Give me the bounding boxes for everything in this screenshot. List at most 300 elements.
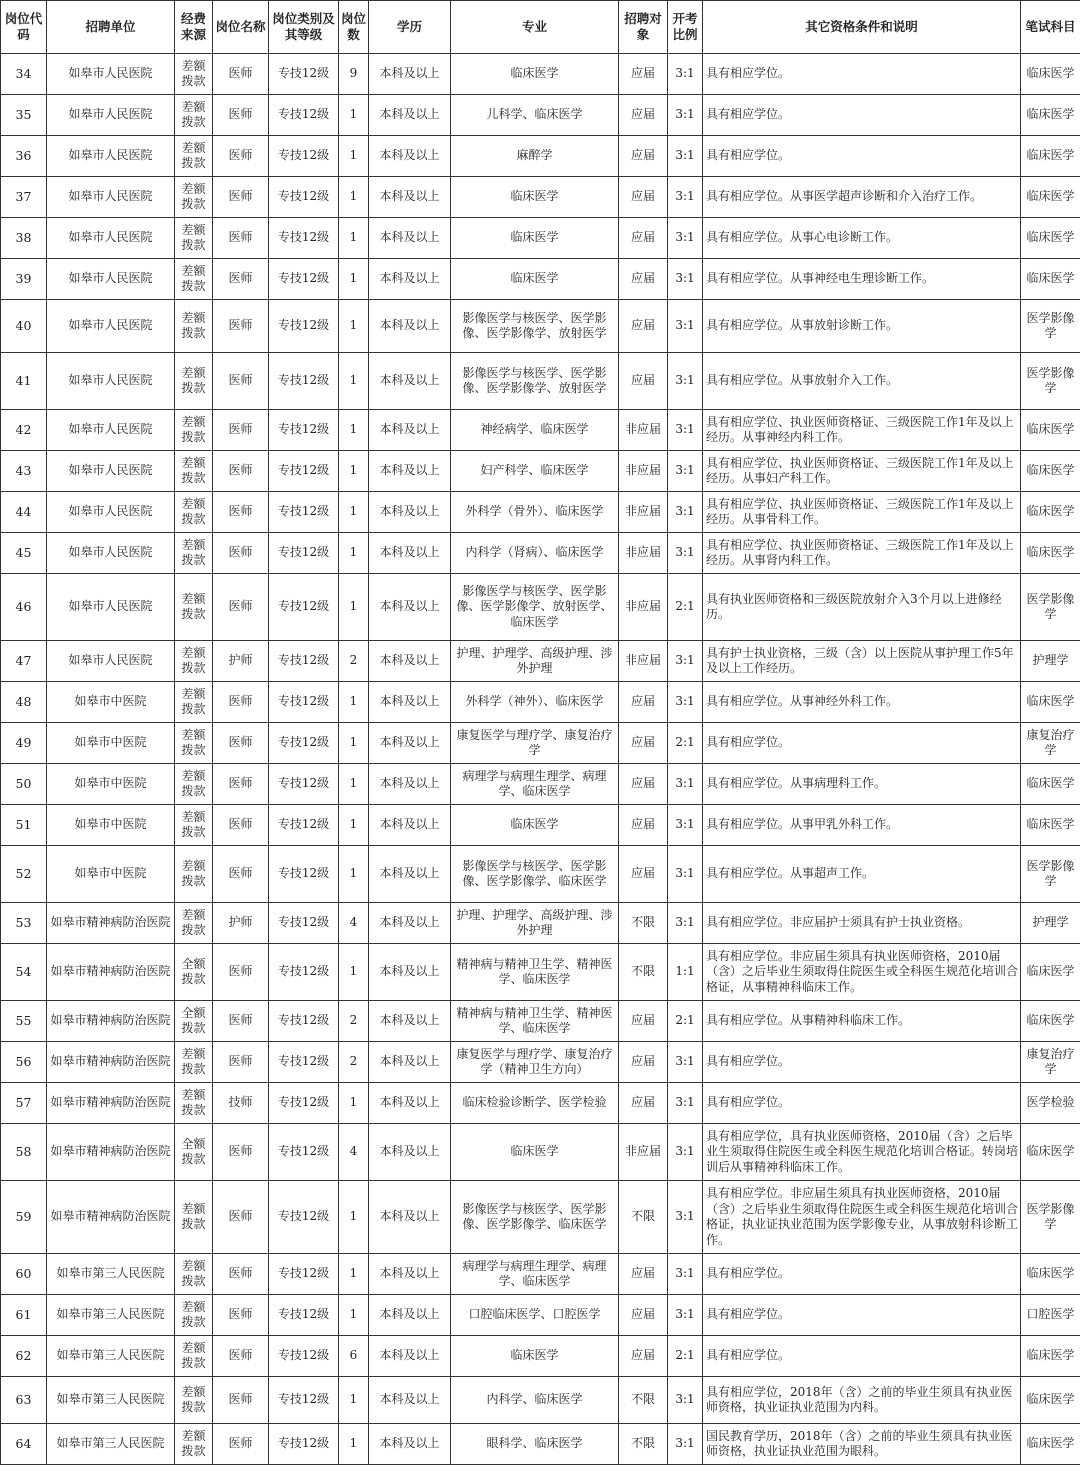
cell-exam-subject: 临床医学 — [1021, 492, 1080, 533]
cell-employer: 如皋市精神病防治医院 — [47, 1181, 175, 1254]
cell-education: 本科及以上 — [369, 1336, 451, 1377]
cell-post-category: 专技12级 — [269, 641, 339, 682]
cell-employer: 如皋市人民医院 — [47, 54, 175, 95]
table-row — [1, 805, 1080, 846]
cell-exam-subject: 康复治疗学 — [1021, 1042, 1080, 1083]
cell-employer: 如皋市精神病防治医院 — [47, 944, 175, 1001]
cell-exam-subject: 临床医学 — [1021, 218, 1080, 259]
cell-ratio: 3:1 — [668, 1295, 703, 1336]
cell-employer: 如皋市人民医院 — [47, 574, 175, 641]
cell-post-count: 1 — [339, 353, 369, 410]
cell-major: 儿科学、临床医学 — [451, 95, 619, 136]
cell-target: 应届 — [619, 95, 668, 136]
cell-conditions: 具有相应学位。从事医学超声诊断和介入治疗工作。 — [703, 177, 1021, 218]
cell-ratio: 3:1 — [668, 410, 703, 451]
cell-post-count: 4 — [339, 903, 369, 944]
cell-target: 应届 — [619, 1254, 668, 1295]
table-row — [1, 641, 1080, 682]
cell-employer: 如皋市人民医院 — [47, 641, 175, 682]
cell-major: 影像医学与核医学、医学影像、医学影像学、临床医学 — [451, 1181, 619, 1254]
cell-major: 护理、护理学、高级护理、涉外护理 — [451, 903, 619, 944]
cell-education: 本科及以上 — [369, 1254, 451, 1295]
cell-exam-subject: 临床医学 — [1021, 410, 1080, 451]
cell-exam-subject: 临床医学 — [1021, 1254, 1080, 1295]
header-post-category: 岗位类别及其等级 — [269, 1, 339, 54]
cell-employer: 如皋市中医院 — [47, 805, 175, 846]
table-row — [1, 218, 1080, 259]
cell-conditions: 具有相应学位、执业医师资格证、三级医院工作1年及以上经历。从事肾内科工作。 — [703, 533, 1021, 574]
cell-education: 本科及以上 — [369, 54, 451, 95]
cell-target: 应届 — [619, 764, 668, 805]
cell-exam-subject: 临床医学 — [1021, 95, 1080, 136]
cell-post-count: 1 — [339, 1295, 369, 1336]
table-row — [1, 574, 1080, 641]
cell-post-count: 4 — [339, 1124, 369, 1181]
cell-target: 不限 — [619, 1424, 668, 1465]
cell-post-code: 62 — [1, 1336, 47, 1377]
cell-target: 应届 — [619, 723, 668, 764]
cell-exam-subject: 临床医学 — [1021, 1001, 1080, 1042]
cell-target: 应届 — [619, 259, 668, 300]
cell-post-name: 护师 — [213, 641, 269, 682]
cell-post-category: 专技12级 — [269, 1083, 339, 1124]
cell-employer: 如皋市人民医院 — [47, 353, 175, 410]
cell-exam-subject: 临床医学 — [1021, 259, 1080, 300]
cell-post-code: 57 — [1, 1083, 47, 1124]
cell-employer: 如皋市中医院 — [47, 723, 175, 764]
cell-major: 临床检验诊断学、医学检验 — [451, 1083, 619, 1124]
cell-education: 本科及以上 — [369, 846, 451, 903]
cell-post-name: 医师 — [213, 533, 269, 574]
cell-post-code: 56 — [1, 1042, 47, 1083]
cell-post-count: 1 — [339, 218, 369, 259]
cell-major: 康复医学与理疗学、康复治疗学（精神卫生方向） — [451, 1042, 619, 1083]
table-row — [1, 1377, 1080, 1424]
cell-major: 精神病与精神卫生学、精神医学、临床医学 — [451, 1001, 619, 1042]
cell-employer: 如皋市第三人民医院 — [47, 1295, 175, 1336]
cell-exam-subject: 临床医学 — [1021, 533, 1080, 574]
cell-target: 非应届 — [619, 451, 668, 492]
cell-post-category: 专技12级 — [269, 300, 339, 353]
cell-major: 临床医学 — [451, 805, 619, 846]
cell-post-code: 43 — [1, 451, 47, 492]
cell-post-count: 1 — [339, 533, 369, 574]
cell-funding: 差额拨款 — [175, 723, 213, 764]
cell-ratio: 2:1 — [668, 1336, 703, 1377]
cell-post-category: 专技12级 — [269, 944, 339, 1001]
cell-target: 应届 — [619, 54, 668, 95]
cell-major: 口腔临床医学、口腔医学 — [451, 1295, 619, 1336]
cell-post-code: 34 — [1, 54, 47, 95]
cell-major: 影像医学与核医学、医学影像、医学影像学、放射医学、临床医学 — [451, 574, 619, 641]
cell-post-count: 2 — [339, 1042, 369, 1083]
cell-post-code: 58 — [1, 1124, 47, 1181]
cell-ratio: 1:1 — [668, 944, 703, 1001]
cell-post-name: 技师 — [213, 1083, 269, 1124]
cell-target: 应届 — [619, 136, 668, 177]
cell-conditions: 具有相应学位。 — [703, 1083, 1021, 1124]
cell-target: 不限 — [619, 1181, 668, 1254]
cell-target: 非应届 — [619, 410, 668, 451]
cell-conditions: 具有相应学位，2018年（含）之前的毕业生须具有执业医师资格，执业证执业范围为内科。 — [703, 1377, 1021, 1424]
cell-post-category: 专技12级 — [269, 259, 339, 300]
cell-conditions: 具有相应学位，具有执业医师资格，2010届（含）之后毕业生须取得住院医生或全科医生规范化培训合格证。转岗培训后从事精神科临床工作。 — [703, 1124, 1021, 1181]
cell-education: 本科及以上 — [369, 805, 451, 846]
cell-post-category: 专技12级 — [269, 805, 339, 846]
cell-funding: 差额拨款 — [175, 682, 213, 723]
cell-ratio: 3:1 — [668, 533, 703, 574]
cell-post-count: 1 — [339, 574, 369, 641]
header-target: 招聘对象 — [619, 1, 668, 54]
cell-post-category: 专技12级 — [269, 136, 339, 177]
cell-post-name: 医师 — [213, 259, 269, 300]
cell-post-category: 专技12级 — [269, 1254, 339, 1295]
cell-ratio: 3:1 — [668, 1181, 703, 1254]
cell-major: 临床医学 — [451, 1336, 619, 1377]
cell-target: 应届 — [619, 1042, 668, 1083]
cell-post-name: 医师 — [213, 300, 269, 353]
cell-post-name: 护师 — [213, 903, 269, 944]
cell-employer: 如皋市精神病防治医院 — [47, 903, 175, 944]
table-row — [1, 1254, 1080, 1295]
cell-post-category: 专技12级 — [269, 1042, 339, 1083]
cell-post-code: 55 — [1, 1001, 47, 1042]
header-funding: 经费来源 — [175, 1, 213, 54]
cell-exam-subject: 临床医学 — [1021, 1124, 1080, 1181]
cell-employer: 如皋市精神病防治医院 — [47, 1042, 175, 1083]
header-education: 学历 — [369, 1, 451, 54]
cell-post-code: 52 — [1, 846, 47, 903]
cell-post-category: 专技12级 — [269, 903, 339, 944]
cell-post-code: 50 — [1, 764, 47, 805]
cell-education: 本科及以上 — [369, 218, 451, 259]
cell-exam-subject: 临床医学 — [1021, 1424, 1080, 1465]
cell-funding: 差额拨款 — [175, 805, 213, 846]
cell-post-name: 医师 — [213, 492, 269, 533]
cell-funding: 差额拨款 — [175, 1181, 213, 1254]
cell-post-count: 9 — [339, 54, 369, 95]
cell-exam-subject: 医学影像学 — [1021, 300, 1080, 353]
cell-post-count: 1 — [339, 846, 369, 903]
cell-ratio: 3:1 — [668, 492, 703, 533]
cell-education: 本科及以上 — [369, 641, 451, 682]
cell-target: 不限 — [619, 1377, 668, 1424]
cell-target: 非应届 — [619, 492, 668, 533]
cell-major: 外科学（骨外）、临床医学 — [451, 492, 619, 533]
cell-major: 妇产科学、临床医学 — [451, 451, 619, 492]
cell-ratio: 3:1 — [668, 641, 703, 682]
cell-education: 本科及以上 — [369, 451, 451, 492]
cell-major: 临床医学 — [451, 1124, 619, 1181]
cell-ratio: 3:1 — [668, 805, 703, 846]
cell-post-count: 1 — [339, 805, 369, 846]
cell-target: 非应届 — [619, 574, 668, 641]
cell-employer: 如皋市精神病防治医院 — [47, 1083, 175, 1124]
cell-post-name: 医师 — [213, 1377, 269, 1424]
cell-funding: 全额拨款 — [175, 1124, 213, 1181]
cell-post-category: 专技12级 — [269, 1377, 339, 1424]
cell-post-count: 1 — [339, 1424, 369, 1465]
cell-post-category: 专技12级 — [269, 218, 339, 259]
cell-funding: 差额拨款 — [175, 451, 213, 492]
cell-employer: 如皋市人民医院 — [47, 95, 175, 136]
cell-post-category: 专技12级 — [269, 533, 339, 574]
table-row — [1, 903, 1080, 944]
table-row — [1, 492, 1080, 533]
table-row — [1, 300, 1080, 353]
cell-employer: 如皋市第三人民医院 — [47, 1254, 175, 1295]
cell-funding: 差额拨款 — [175, 1295, 213, 1336]
table-row — [1, 410, 1080, 451]
cell-target: 应届 — [619, 1336, 668, 1377]
cell-major: 康复医学与理疗学、康复治疗学 — [451, 723, 619, 764]
cell-employer: 如皋市中医院 — [47, 846, 175, 903]
cell-funding: 差额拨款 — [175, 177, 213, 218]
cell-exam-subject: 临床医学 — [1021, 682, 1080, 723]
cell-post-count: 1 — [339, 410, 369, 451]
cell-post-name: 医师 — [213, 353, 269, 410]
cell-education: 本科及以上 — [369, 1181, 451, 1254]
cell-post-name: 医师 — [213, 574, 269, 641]
cell-exam-subject: 医学影像学 — [1021, 846, 1080, 903]
cell-conditions: 具有相应学位。 — [703, 1042, 1021, 1083]
cell-post-code: 60 — [1, 1254, 47, 1295]
cell-post-code: 38 — [1, 218, 47, 259]
cell-post-count: 2 — [339, 641, 369, 682]
table-row — [1, 177, 1080, 218]
cell-ratio: 3:1 — [668, 353, 703, 410]
table-row — [1, 1336, 1080, 1377]
cell-major: 外科学（神外）、临床医学 — [451, 682, 619, 723]
cell-education: 本科及以上 — [369, 1124, 451, 1181]
cell-conditions: 国民教育学历，2018年（含）之前的毕业生须具有执业医师资格，执业证执业范围为眼科。 — [703, 1424, 1021, 1465]
cell-conditions: 具有相应学位。 — [703, 54, 1021, 95]
cell-post-code: 44 — [1, 492, 47, 533]
cell-ratio: 3:1 — [668, 95, 703, 136]
cell-funding: 差额拨款 — [175, 574, 213, 641]
cell-ratio: 3:1 — [668, 903, 703, 944]
cell-major: 临床医学 — [451, 177, 619, 218]
cell-major: 临床医学 — [451, 218, 619, 259]
cell-post-name: 医师 — [213, 1001, 269, 1042]
table-row — [1, 451, 1080, 492]
cell-exam-subject: 医学影像学 — [1021, 574, 1080, 641]
cell-target: 应届 — [619, 1083, 668, 1124]
cell-education: 本科及以上 — [369, 300, 451, 353]
cell-post-name: 医师 — [213, 177, 269, 218]
cell-education: 本科及以上 — [369, 177, 451, 218]
cell-employer: 如皋市中医院 — [47, 764, 175, 805]
cell-conditions: 具有相应学位。从事甲乳外科工作。 — [703, 805, 1021, 846]
cell-post-category: 专技12级 — [269, 54, 339, 95]
cell-ratio: 3:1 — [668, 451, 703, 492]
header-conditions: 其它资格条件和说明 — [703, 1, 1021, 54]
cell-target: 应届 — [619, 846, 668, 903]
cell-employer: 如皋市第三人民医院 — [47, 1377, 175, 1424]
cell-post-count: 1 — [339, 259, 369, 300]
cell-education: 本科及以上 — [369, 1377, 451, 1424]
cell-post-name: 医师 — [213, 764, 269, 805]
cell-funding: 差额拨款 — [175, 641, 213, 682]
cell-post-code: 59 — [1, 1181, 47, 1254]
cell-education: 本科及以上 — [369, 1424, 451, 1465]
cell-ratio: 2:1 — [668, 723, 703, 764]
cell-funding: 差额拨款 — [175, 218, 213, 259]
table-row — [1, 1295, 1080, 1336]
cell-conditions: 具有相应学位。非应届护士须具有护士执业资格。 — [703, 903, 1021, 944]
cell-post-count: 1 — [339, 492, 369, 533]
cell-conditions: 具有相应学位。从事神经电生理诊断工作。 — [703, 259, 1021, 300]
cell-ratio: 3:1 — [668, 259, 703, 300]
cell-post-code: 48 — [1, 682, 47, 723]
cell-education: 本科及以上 — [369, 944, 451, 1001]
cell-post-count: 1 — [339, 177, 369, 218]
cell-funding: 差额拨款 — [175, 1042, 213, 1083]
cell-exam-subject: 临床医学 — [1021, 1336, 1080, 1377]
cell-funding: 差额拨款 — [175, 136, 213, 177]
cell-major: 护理、护理学、高级护理、涉外护理 — [451, 641, 619, 682]
cell-post-category: 专技12级 — [269, 1295, 339, 1336]
cell-target: 不限 — [619, 903, 668, 944]
cell-post-category: 专技12级 — [269, 1181, 339, 1254]
cell-post-name: 医师 — [213, 218, 269, 259]
cell-exam-subject: 护理学 — [1021, 903, 1080, 944]
cell-employer: 如皋市人民医院 — [47, 177, 175, 218]
cell-exam-subject: 医学检验 — [1021, 1083, 1080, 1124]
cell-funding: 差额拨款 — [175, 903, 213, 944]
cell-post-code: 41 — [1, 353, 47, 410]
header-ratio: 开考比例 — [668, 1, 703, 54]
cell-post-category: 专技12级 — [269, 410, 339, 451]
cell-conditions: 具有相应学位。从事放射诊断工作。 — [703, 300, 1021, 353]
cell-post-code: 53 — [1, 903, 47, 944]
cell-post-name: 医师 — [213, 1424, 269, 1465]
cell-post-code: 35 — [1, 95, 47, 136]
cell-education: 本科及以上 — [369, 533, 451, 574]
cell-target: 应届 — [619, 1295, 668, 1336]
cell-major: 影像医学与核医学、医学影像、医学影像学、临床医学 — [451, 846, 619, 903]
cell-exam-subject: 医学影像学 — [1021, 353, 1080, 410]
cell-employer: 如皋市人民医院 — [47, 136, 175, 177]
cell-funding: 差额拨款 — [175, 764, 213, 805]
cell-post-code: 51 — [1, 805, 47, 846]
cell-education: 本科及以上 — [369, 95, 451, 136]
cell-education: 本科及以上 — [369, 764, 451, 805]
cell-post-count: 1 — [339, 723, 369, 764]
table-row — [1, 944, 1080, 1001]
cell-ratio: 2:1 — [668, 574, 703, 641]
cell-post-name: 医师 — [213, 451, 269, 492]
cell-conditions: 具有相应学位。从事神经外科工作。 — [703, 682, 1021, 723]
cell-post-name: 医师 — [213, 136, 269, 177]
table-row — [1, 259, 1080, 300]
cell-post-count: 1 — [339, 451, 369, 492]
cell-education: 本科及以上 — [369, 903, 451, 944]
cell-post-name: 医师 — [213, 846, 269, 903]
cell-conditions: 具有相应学位。非应届生须具有执业医师资格，2010届（含）之后毕业生须取得住院医生或全科医生规范化培训合格证，执业证执业范围为医学影像专业，从事放射科诊断工作。 — [703, 1181, 1021, 1254]
cell-post-category: 专技12级 — [269, 574, 339, 641]
cell-employer: 如皋市人民医院 — [47, 259, 175, 300]
cell-conditions: 具有相应学位。 — [703, 136, 1021, 177]
cell-target: 应届 — [619, 177, 668, 218]
table-row — [1, 764, 1080, 805]
cell-funding: 差额拨款 — [175, 54, 213, 95]
header-major: 专业 — [451, 1, 619, 54]
table-row — [1, 682, 1080, 723]
cell-major: 眼科学、临床医学 — [451, 1424, 619, 1465]
cell-post-count: 1 — [339, 944, 369, 1001]
cell-post-count: 1 — [339, 1254, 369, 1295]
cell-major: 病理学与病理生理学、病理学、临床医学 — [451, 1254, 619, 1295]
cell-employer: 如皋市第三人民医院 — [47, 1424, 175, 1465]
cell-post-name: 医师 — [213, 410, 269, 451]
cell-post-name: 医师 — [213, 1124, 269, 1181]
cell-major: 临床医学 — [451, 259, 619, 300]
cell-post-name: 医师 — [213, 1042, 269, 1083]
cell-ratio: 3:1 — [668, 1377, 703, 1424]
cell-ratio: 3:1 — [668, 54, 703, 95]
cell-post-count: 1 — [339, 764, 369, 805]
cell-post-code: 54 — [1, 944, 47, 1001]
cell-post-category: 专技12级 — [269, 682, 339, 723]
cell-post-category: 专技12级 — [269, 451, 339, 492]
cell-post-category: 专技12级 — [269, 1001, 339, 1042]
cell-post-code: 46 — [1, 574, 47, 641]
cell-ratio: 3:1 — [668, 218, 703, 259]
cell-funding: 差额拨款 — [175, 1377, 213, 1424]
cell-post-name: 医师 — [213, 944, 269, 1001]
cell-ratio: 3:1 — [668, 177, 703, 218]
cell-funding: 差额拨款 — [175, 1254, 213, 1295]
cell-target: 非应届 — [619, 1124, 668, 1181]
cell-employer: 如皋市人民医院 — [47, 492, 175, 533]
cell-post-code: 63 — [1, 1377, 47, 1424]
cell-employer: 如皋市人民医院 — [47, 533, 175, 574]
cell-education: 本科及以上 — [369, 1042, 451, 1083]
cell-funding: 差额拨款 — [175, 1424, 213, 1465]
cell-conditions: 具有相应学位。 — [703, 1336, 1021, 1377]
cell-post-code: 49 — [1, 723, 47, 764]
cell-post-name: 医师 — [213, 1254, 269, 1295]
cell-ratio: 3:1 — [668, 1124, 703, 1181]
cell-post-name: 医师 — [213, 1336, 269, 1377]
cell-post-code: 37 — [1, 177, 47, 218]
cell-funding: 差额拨款 — [175, 259, 213, 300]
cell-exam-subject: 临床医学 — [1021, 177, 1080, 218]
cell-post-count: 1 — [339, 1377, 369, 1424]
cell-post-name: 医师 — [213, 1295, 269, 1336]
cell-post-code: 40 — [1, 300, 47, 353]
cell-post-name: 医师 — [213, 95, 269, 136]
cell-conditions: 具有相应学位、执业医师资格证、三级医院工作1年及以上经历。从事妇产科工作。 — [703, 451, 1021, 492]
cell-post-code: 36 — [1, 136, 47, 177]
cell-funding: 全额拨款 — [175, 944, 213, 1001]
cell-conditions: 具有相应学位。从事超声工作。 — [703, 846, 1021, 903]
cell-post-name: 医师 — [213, 1181, 269, 1254]
cell-target: 不限 — [619, 944, 668, 1001]
cell-conditions: 具有相应学位。从事病理科工作。 — [703, 764, 1021, 805]
cell-post-category: 专技12级 — [269, 177, 339, 218]
cell-target: 非应届 — [619, 533, 668, 574]
table-row — [1, 1424, 1080, 1465]
cell-post-name: 医师 — [213, 723, 269, 764]
cell-target: 应届 — [619, 218, 668, 259]
cell-post-category: 专技12级 — [269, 1336, 339, 1377]
cell-ratio: 3:1 — [668, 846, 703, 903]
cell-ratio: 3:1 — [668, 136, 703, 177]
table-row — [1, 533, 1080, 574]
cell-major: 麻醉学 — [451, 136, 619, 177]
